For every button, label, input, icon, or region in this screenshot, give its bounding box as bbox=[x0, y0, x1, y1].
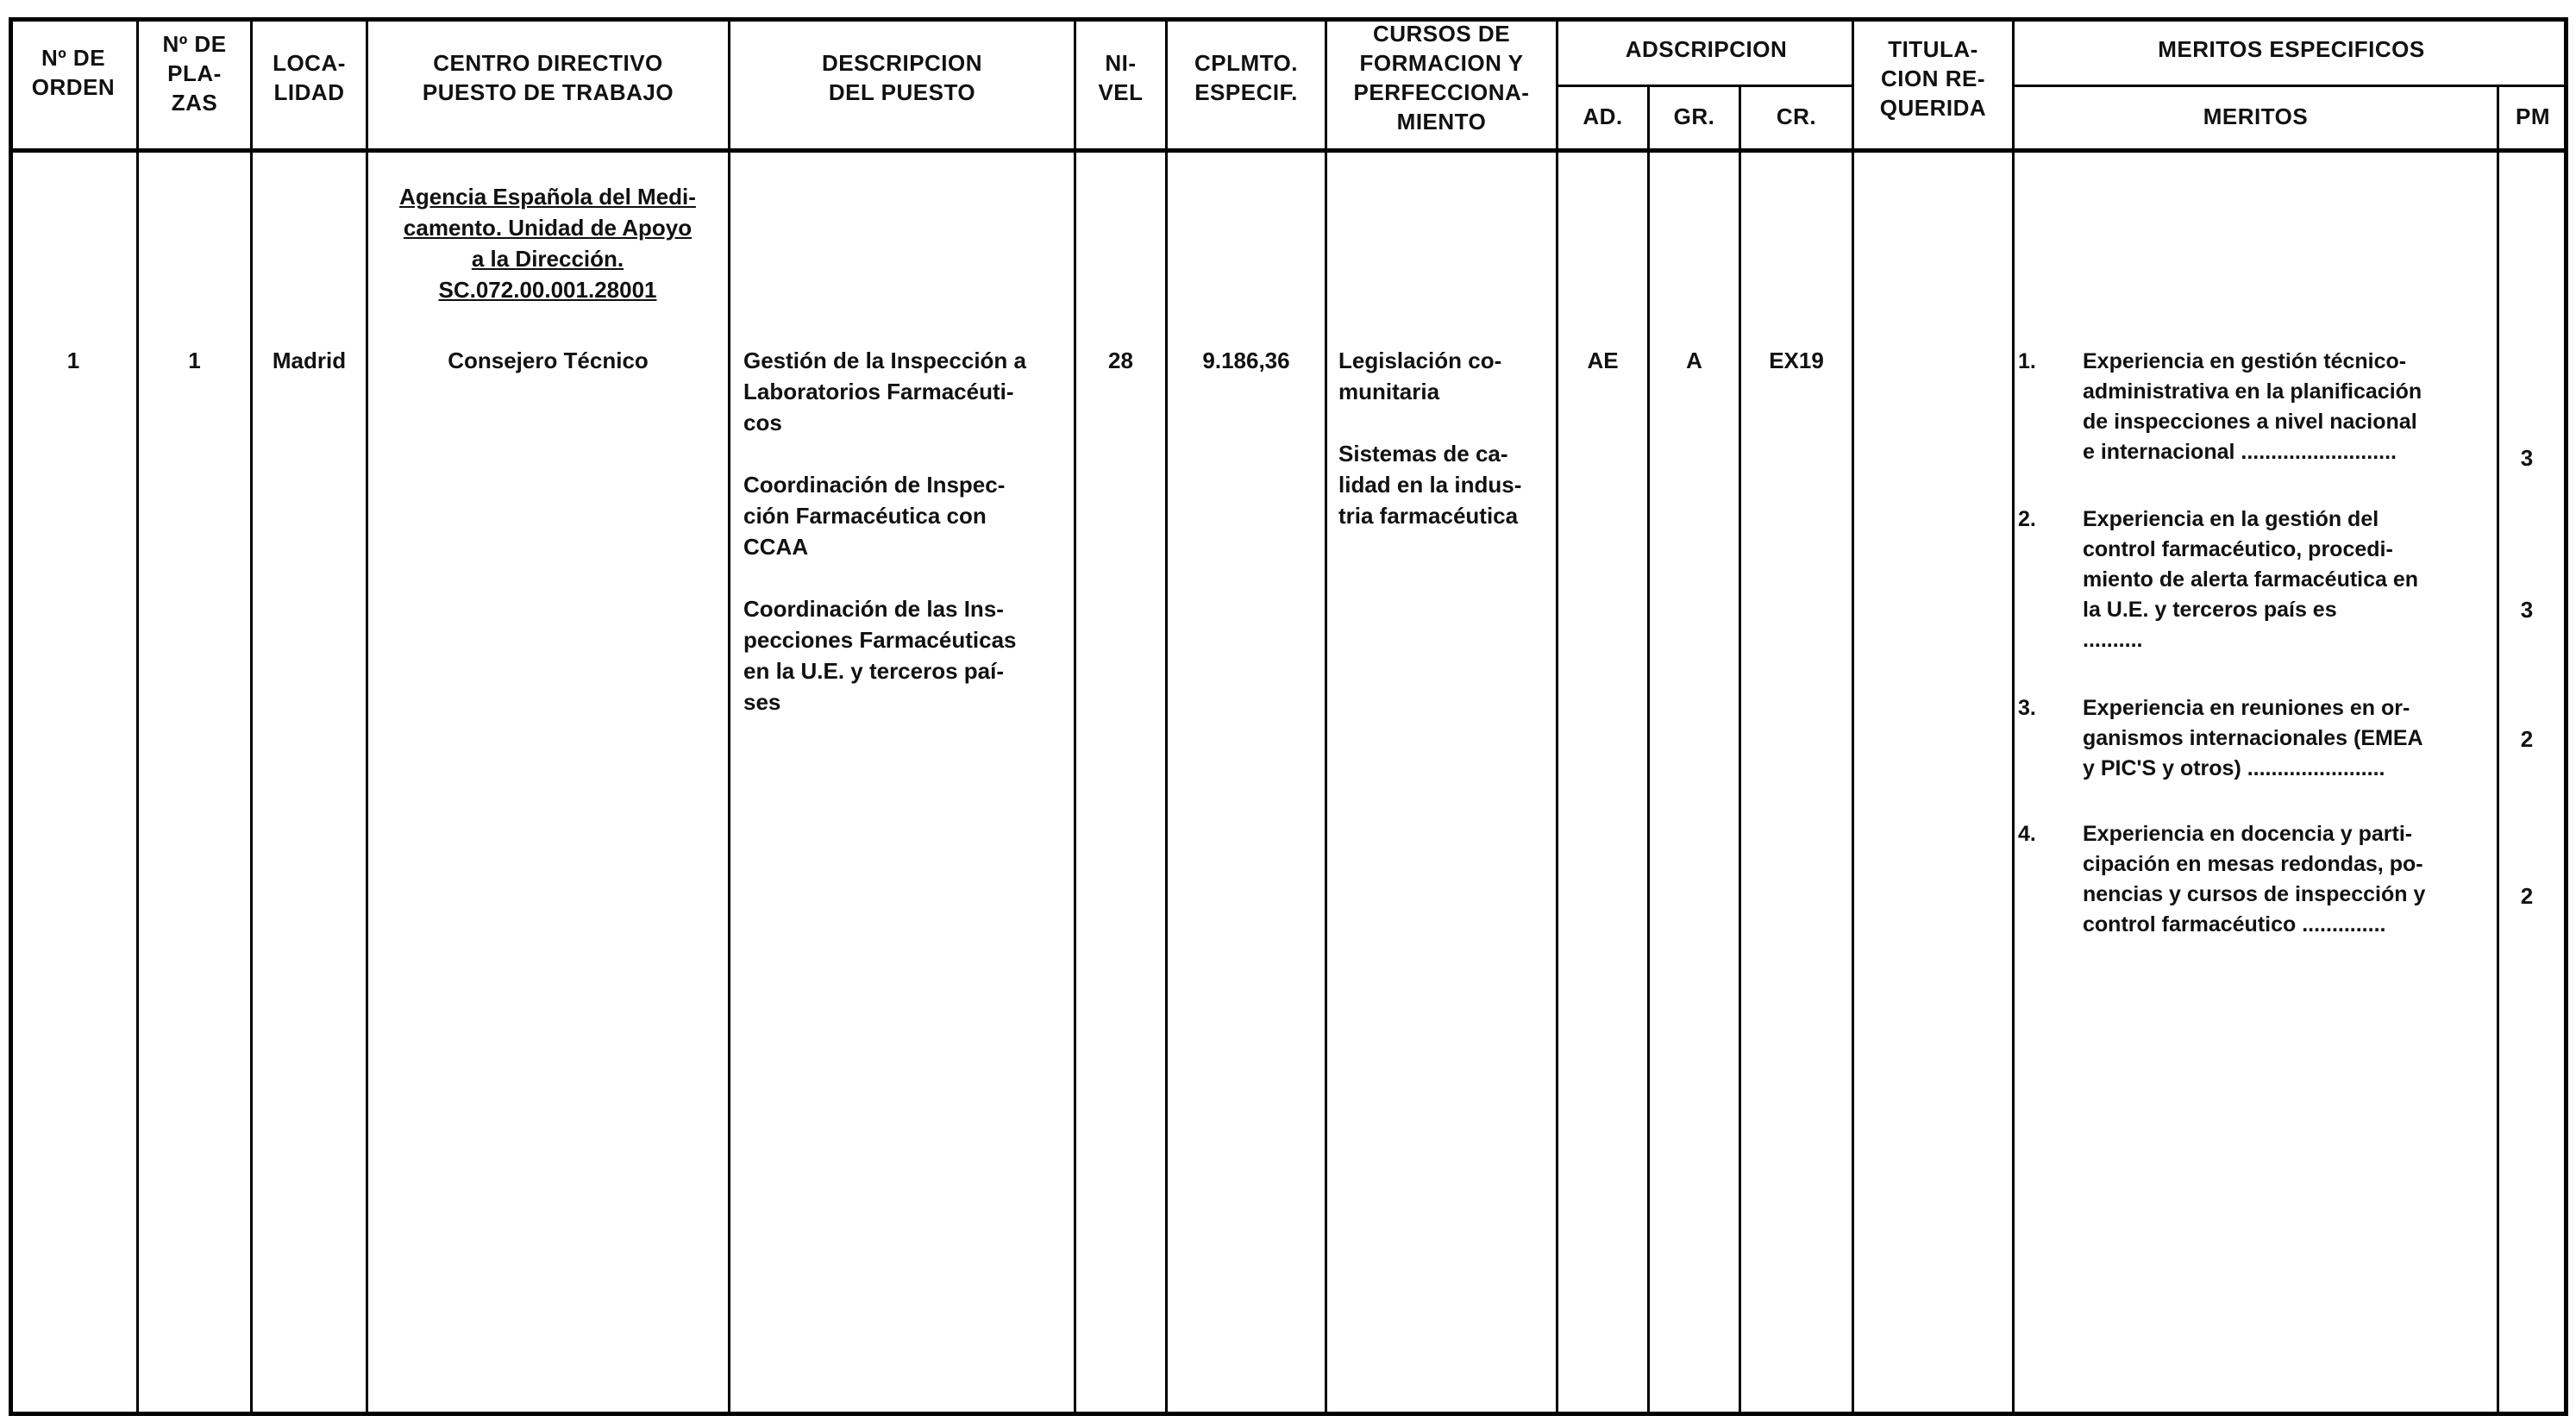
column-divider bbox=[366, 17, 368, 1416]
header-localidad: LOCA- LIDAD bbox=[273, 50, 346, 105]
header-pm: PM bbox=[2516, 103, 2550, 129]
cell-orden: 1 bbox=[66, 348, 80, 373]
header-cplmto: CPLMTO. ESPECIF. bbox=[1194, 50, 1299, 105]
merit-pm: 2 bbox=[2520, 883, 2534, 909]
column-divider bbox=[1852, 17, 1854, 1416]
column-divider bbox=[1647, 85, 1650, 1416]
header-gr: GR. bbox=[1673, 103, 1715, 129]
column-divider bbox=[728, 17, 730, 1416]
cell-descripcion: Gestión de la Inspección a Laboratorios Farmacéuti- cos Coordinación de Inspec- ción Farmacéutica con CCAA Coordinación de las Ins- pecciones Farmacéuticas en la U.E. y terceros paí- ses bbox=[743, 348, 1026, 715]
header-adscripcion: ADSCRIPCION bbox=[1625, 36, 1788, 62]
column-divider bbox=[250, 17, 253, 1416]
column-divider bbox=[1074, 17, 1076, 1416]
cell-gr: A bbox=[1686, 348, 1702, 373]
header-cr: CR. bbox=[1776, 103, 1817, 129]
column-divider bbox=[1739, 85, 1741, 1416]
adscripcion-divider bbox=[1556, 85, 1854, 87]
cell-localidad: Madrid bbox=[272, 348, 347, 373]
cell-cplmto: 9.186,36 bbox=[1202, 348, 1290, 373]
merit-number: 4. bbox=[2018, 822, 2036, 846]
column-divider bbox=[136, 17, 139, 1416]
header-descripcion: DESCRIPCION DEL PUESTO bbox=[821, 50, 983, 105]
meritos-divider bbox=[2012, 85, 2568, 87]
header-meritos-especificos: MERITOS ESPECIFICOS bbox=[2158, 36, 2425, 62]
column-divider bbox=[1165, 17, 1168, 1416]
merit-number: 1. bbox=[2018, 349, 2036, 373]
merit-text: Experiencia en docencia y parti- cipación en mesas redondas, po- nencias y cursos de inspección y control farmacéutico .............. bbox=[2083, 822, 2426, 937]
cell-plazas: 1 bbox=[188, 348, 201, 373]
header-titulacion: TITULA- CION RE- QUERIDA bbox=[1879, 36, 1987, 121]
header-plazas: Nº DE PLA- ZAS bbox=[162, 31, 227, 116]
merit-text: Experiencia en gestión técnico- administrativa en la planificación de inspecciones a nivel nacional e internacional .......................... bbox=[2083, 349, 2422, 464]
merit-number: 2. bbox=[2018, 507, 2036, 531]
merit-pm: 2 bbox=[2520, 726, 2534, 752]
cell-nivel: 28 bbox=[1108, 348, 1133, 373]
cell-ad: AE bbox=[1587, 348, 1619, 373]
header-nivel: NI- VEL bbox=[1098, 50, 1144, 105]
header-bottom-line bbox=[9, 148, 2568, 153]
header-orden: Nº DE ORDEN bbox=[31, 45, 116, 100]
merit-pm: 3 bbox=[2520, 597, 2534, 623]
cell-cr: EX19 bbox=[1769, 348, 1824, 373]
column-divider bbox=[1325, 17, 1327, 1416]
merit-pm: 3 bbox=[2520, 445, 2534, 471]
header-cursos: CURSOS DE FORMACION Y PERFECCIONA- MIENTO bbox=[1353, 21, 1530, 135]
merit-text: Experiencia en la gestión del control farmacéutico, procedi- miento de alerta farmacéutica en la U.E. y terceros país es .......... bbox=[2083, 507, 2419, 652]
column-divider bbox=[2012, 17, 2015, 1416]
centro-directivo: Agencia Española del Medi- camento. Unidad de Apoyo a la Dirección. SC.072.00.001.28001 bbox=[399, 184, 696, 303]
header-ad: AD. bbox=[1583, 103, 1623, 129]
header-centro: CENTRO DIRECTIVO PUESTO DE TRABAJO bbox=[422, 50, 674, 105]
cell-cursos: Legislación co- munitaria Sistemas de ca- lidad en la indus- tria farmacéutica bbox=[1338, 348, 1522, 529]
puesto-trabajo: Consejero Técnico bbox=[448, 348, 649, 373]
header-meritos: MERITOS bbox=[2203, 103, 2309, 129]
merit-text: Experiencia en reuniones en or- ganismos internacionales (EMEA y PIC'S y otros) ....................... bbox=[2083, 696, 2423, 780]
merit-number: 3. bbox=[2018, 696, 2036, 720]
column-divider bbox=[1556, 17, 1558, 1416]
